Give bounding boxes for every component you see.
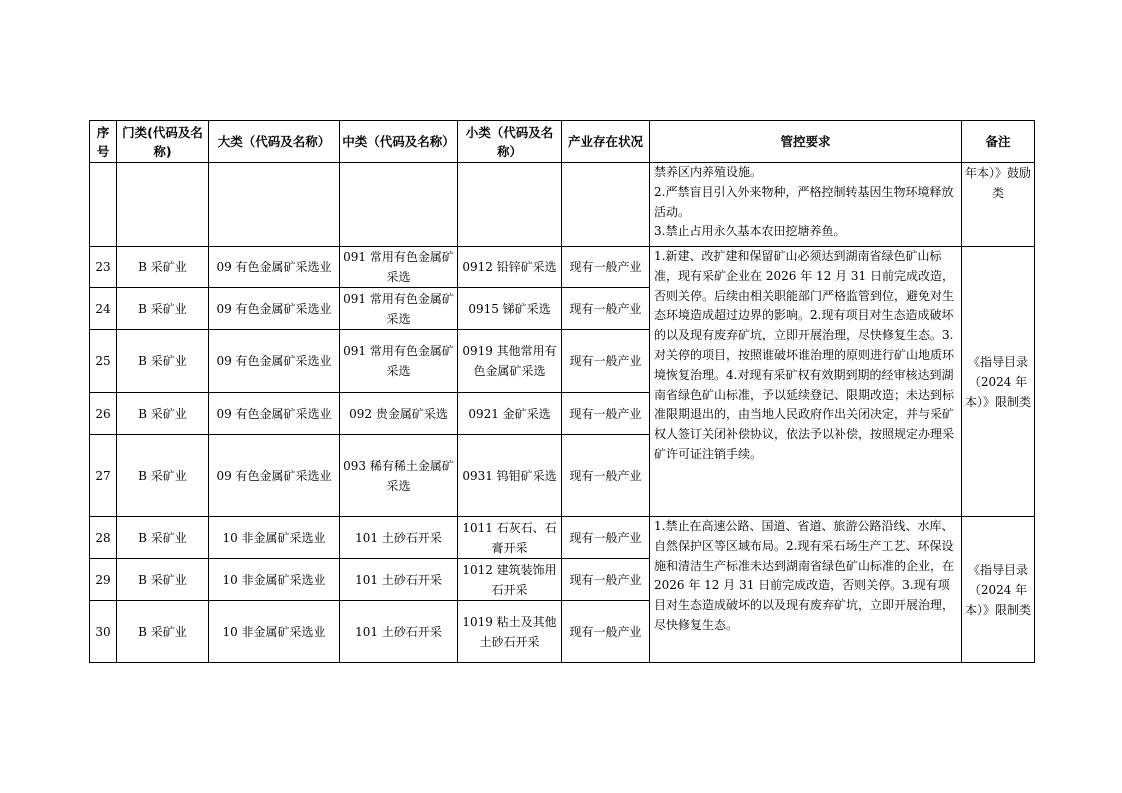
row-seq: 30 [90,601,117,663]
group2-control: 1.禁止在高速公路、国道、省道、旅游公路沿线、水库、自然保护区等区域布局。2.现有采石场生产工艺、环保设施和清洁生产标准未达到湖南省绿色矿山标准的企业，在 2026 年 12 月 31 日前完成改造，否则关停。3.现有项目对生态造成破坏的以及现有废弃矿坑，立即开展治理，尽快修复生态。 [650,517,962,663]
control-line: 禁养区内养殖设施。 [654,165,763,179]
group2-remark: 《指导目录（2024 年本）》限制类 [962,517,1035,663]
row-mid: 093 稀有稀土金属矿采选 [340,435,458,517]
control-line: 2.严禁盲目引入外来物种，严格控制转基因生物环境释放活动。 [654,184,954,219]
row-status: 现有一般产业 [562,517,650,559]
continued-control [650,163,962,247]
row-seq: 27 [90,435,117,517]
row-major: 10 非金属矿采选业 [209,559,340,601]
row-status: 现有一般产业 [562,247,650,288]
row-mid: 101 土砂石开采 [340,601,458,663]
row-minor: 0912 铅锌矿采选 [458,247,562,288]
row-door: B 采矿业 [117,247,209,288]
cell-empty [209,163,340,247]
cell-empty [562,163,650,247]
header-remark: 备注 [962,121,1035,163]
header-control: 管控要求 [650,121,962,163]
cell-empty [340,163,458,247]
row-minor: 0915 锑矿采选 [458,288,562,330]
row-major: 10 非金属矿采选业 [209,517,340,559]
row-mid: 092 贵金属矿采选 [340,393,458,435]
row-major: 09 有色金属矿采选业 [209,393,340,435]
continued-row [90,163,1035,247]
cell-empty [117,163,209,247]
cell-empty [458,163,562,247]
row-seq: 25 [90,330,117,393]
row-major: 09 有色金属矿采选业 [209,288,340,330]
header-seq: 序号 [90,121,117,163]
row-seq: 24 [90,288,117,330]
row-major: 09 有色金属矿采选业 [209,330,340,393]
row-status: 现有一般产业 [562,288,650,330]
row-mid: 101 土砂石开采 [340,559,458,601]
row-door: B 采矿业 [117,517,209,559]
industry-control-table [89,120,1035,663]
row-door: B 采矿业 [117,393,209,435]
row-door: B 采矿业 [117,601,209,663]
row-door: B 采矿业 [117,559,209,601]
row-seq: 28 [90,517,117,559]
row-status: 现有一般产业 [562,435,650,517]
row-mid: 091 常用有色金属矿采选 [340,330,458,393]
table-row [90,247,1035,288]
row-minor: 0931 钨钼矿采选 [458,435,562,517]
row-seq: 23 [90,247,117,288]
row-door: B 采矿业 [117,288,209,330]
header-mid: 中类（代码及名称） [340,121,458,163]
row-status: 现有一般产业 [562,601,650,663]
row-minor: 1011 石灰石、石膏开采 [458,517,562,559]
header-major: 大类（代码及名称） [209,121,340,163]
row-minor: 0921 金矿采选 [458,393,562,435]
header-row [90,121,1035,163]
table-row [90,517,1035,559]
row-mid: 091 常用有色金属矿采选 [340,288,458,330]
cell-empty [90,163,117,247]
row-mid: 101 土砂石开采 [340,517,458,559]
row-minor: 1012 建筑装饰用石开采 [458,559,562,601]
row-major: 09 有色金属矿采选业 [209,247,340,288]
header-door: 门类(代码及名称) [117,121,209,163]
group1-remark: 《指导目录（2024 年本）》限制类 [962,247,1035,517]
row-mid: 091 常用有色金属矿采选 [340,247,458,288]
row-status: 现有一般产业 [562,330,650,393]
row-status: 现有一般产业 [562,559,650,601]
row-major: 09 有色金属矿采选业 [209,435,340,517]
row-door: B 采矿业 [117,330,209,393]
group1-control: 1.新建、改扩建和保留矿山必须达到湖南省绿色矿山标准，现有采矿企业在 2026 年 12 月 31 日前完成改造，否则关停。后续由相关职能部门严格监管到位，避免对生态环境造成超过边界的影响。2.现有项目对生态造成破坏的以及现有废弃矿坑，立即开展治理，尽快修复生态。3.对关停的项目，按照谁破坏谁治理的原则进行矿山地质环境恢复治理。4.对现有采矿权有效期到期的经审核达到湖南省绿色矿山标准，予以延续登记、限期改造；未达到标准限期退出的，由当地人民政府作出关闭决定，并与采矿权人签订关闭补偿协议，依法予以补偿，按照规定办理采矿许可证注销手续。 [650,247,962,517]
row-major: 10 非金属矿采选业 [209,601,340,663]
row-door: B 采矿业 [117,435,209,517]
control-line: 3.禁止占用永久基本农田挖塘养鱼。 [654,224,846,239]
continued-remark: 年本）》鼓励类 [962,163,1035,247]
header-minor: 小类（代码及名称） [458,121,562,163]
row-minor: 0919 其他常用有色金属矿采选 [458,330,562,393]
row-status: 现有一般产业 [562,393,650,435]
row-seq: 29 [90,559,117,601]
row-minor: 1019 粘土及其他土砂石开采 [458,601,562,663]
header-status: 产业存在状况 [562,121,650,163]
row-seq: 26 [90,393,117,435]
